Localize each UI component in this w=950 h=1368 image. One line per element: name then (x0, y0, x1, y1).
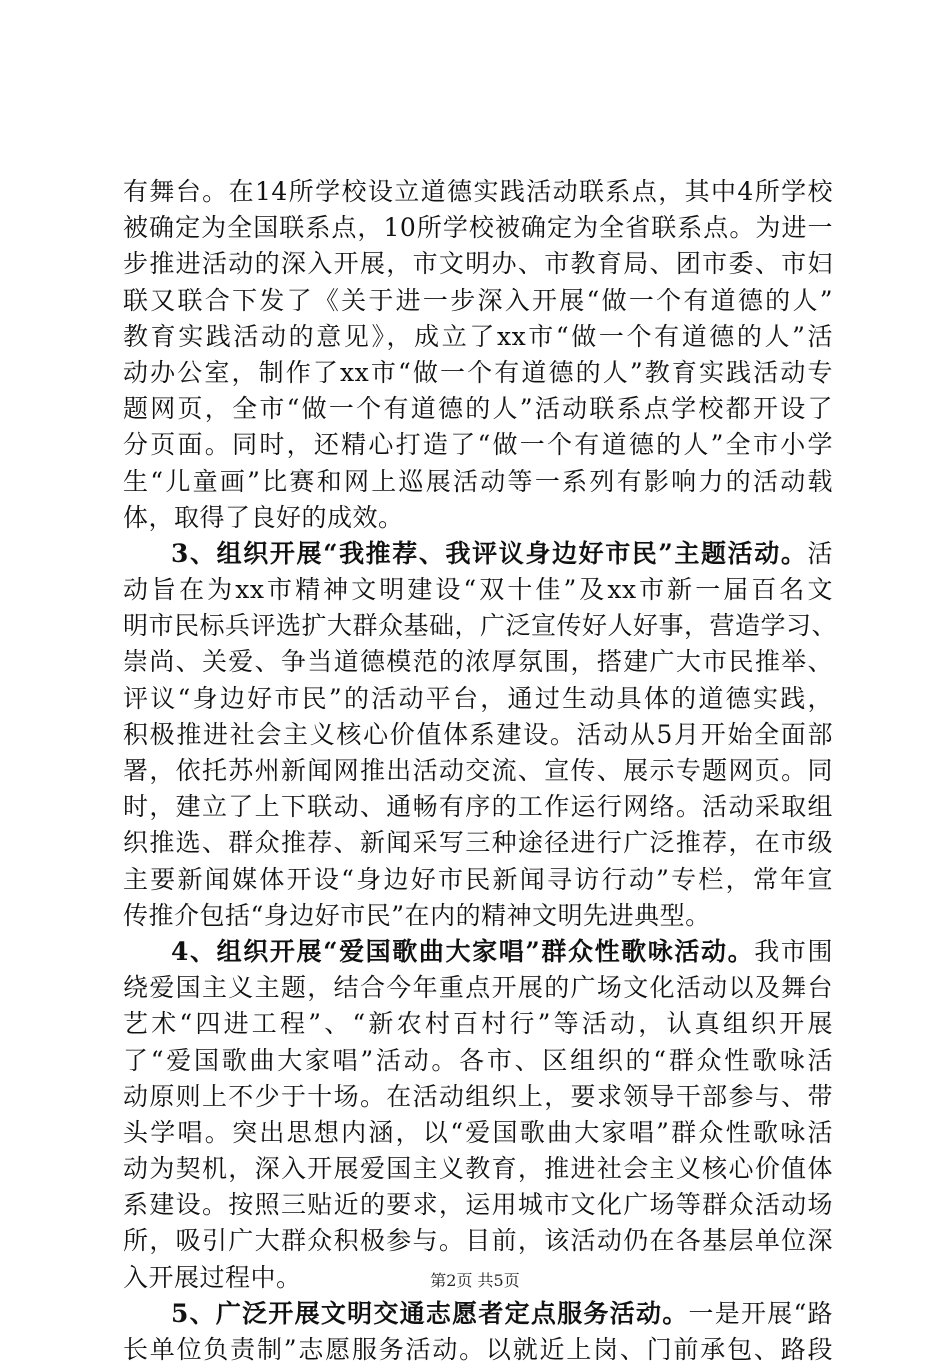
text-line (123, 572, 833, 608)
line-text: 分页面。同时，还精心打造了“做一个有道德的人”全市小学 (123, 430, 833, 460)
text-line (123, 1296, 833, 1332)
text-line (123, 1006, 833, 1042)
text-line (123, 283, 833, 319)
line-text: 系建设。按照三贴近的要求，运用城市文化广场等群众活动场 (123, 1190, 833, 1220)
page-footer: 第2页 共5页 (430, 1271, 520, 1290)
line-text: 被确定为全国联系点，10所学校被确定为全省联系点。为进一 (123, 213, 833, 243)
line-text: 绕爱国主义主题，结合今年重点开展的广场文化活动以及舞台 (123, 973, 833, 1003)
text-line (123, 1079, 833, 1115)
text-line (123, 355, 833, 391)
text-line (123, 789, 833, 825)
document-body (123, 174, 838, 1368)
line-text: 体，取得了良好的成效。 (123, 502, 404, 532)
section-heading: 3、组织开展“我推荐、我评议身边好市民”主题活动。 (171, 538, 808, 568)
text-line (123, 862, 833, 898)
line-text: 署，依托苏州新闻网推出活动交流、宣传、展示专题网页。同 (123, 756, 833, 785)
text-line (123, 1187, 833, 1223)
section-heading: 4、组织开展“爱国歌曲大家唱”群众性歌咏活动。 (171, 936, 755, 966)
text-line (123, 898, 833, 934)
text-line (123, 717, 833, 753)
line-text: 了“爱国歌曲大家唱”活动。各市、区组织的“群众性歌咏活 (123, 1045, 833, 1075)
line-text: 生“儿童画”比赛和网上巡展活动等一系列有影响力的活动载 (123, 466, 833, 496)
text-line (123, 753, 833, 789)
section-heading: 5、广泛开展文明交通志愿者定点服务活动。 (171, 1298, 689, 1328)
line-text: 步推进活动的深入开展，市文明办、市教育局、团市委、市妇 (123, 249, 833, 279)
text-line (123, 1151, 833, 1187)
line-text: 明市民标兵评选扩大群众基础，广泛宣传好人好事，营造学习、 (123, 611, 838, 641)
line-text: 动为契机，深入开展爱国主义教育，推进社会主义核心价值体 (123, 1154, 833, 1184)
line-text: 动旨在为xx市精神文明建设“双十佳”及xx市新一届百名文 (123, 575, 833, 605)
line-text: 活 (807, 538, 833, 568)
text-line (123, 174, 833, 210)
text-line (123, 608, 838, 644)
text-line (123, 464, 833, 500)
text-line (123, 825, 833, 861)
text-line (123, 391, 833, 427)
text-line (123, 1332, 833, 1368)
line-text: 长单位负责制”志愿服务活动。以就近上岗、门前承包、路段 (123, 1335, 833, 1364)
line-text: 所，吸引广大群众积极参与。目前，该活动仍在各基层单位深 (123, 1226, 833, 1256)
text-line (123, 246, 833, 282)
line-text: 艺术“四进工程”、“新农村百村行”等活动，认真组织开展 (123, 1009, 833, 1039)
line-text: 题网页，全市“做一个有道德的人”活动联系点学校都开设了 (123, 394, 833, 424)
line-text: 动办公室，制作了xx市“做一个有道德的人”教育实践活动专 (123, 357, 833, 387)
line-text: 教育实践活动的意见》，成立了xx市“做一个有道德的人”活 (123, 321, 833, 351)
line-text: 有舞台。在14所学校设立道德实践活动联系点，其中4所学校 (123, 177, 833, 206)
text-line (123, 970, 833, 1006)
line-text: 传推介包括“身边好市民”在内的精神文明先进典型。 (123, 900, 711, 930)
line-text: 一是开展“路 (688, 1298, 833, 1328)
line-text: 积极推进社会主义核心价值体系建设。活动从5月开始全面部 (123, 719, 833, 749)
text-line (123, 1223, 833, 1259)
line-text: 时，建立了上下联动、通畅有序的工作运行网络。活动采取组 (123, 792, 833, 822)
line-text: 评议“身边好市民”的活动平台，通过生动具体的道德实践， (123, 683, 833, 713)
text-line (123, 644, 833, 680)
line-text: 头学唱。突出思想内涵，以“爱国歌曲大家唱”群众性歌咏活 (123, 1117, 833, 1147)
text-line (123, 210, 833, 246)
line-text: 织推选、群众推荐、新闻采写三种途径进行广泛推荐，在市级 (123, 828, 833, 858)
text-line (123, 1043, 833, 1079)
line-text: 动原则上不少于十场。在活动组织上，要求领导干部参与、带 (123, 1081, 833, 1111)
text-line (123, 681, 833, 717)
line-text: 我市围 (754, 936, 833, 966)
line-text: 联又联合下发了《关于进一步深入开展“做一个有道德的人” (123, 285, 833, 315)
text-line (123, 319, 833, 355)
text-line (123, 934, 833, 970)
line-text: 入开展过程中。 (123, 1262, 302, 1292)
line-text: 崇尚、关爱、争当道德模范的浓厚氛围，搭建广大市民推举、 (123, 647, 833, 677)
text-line (123, 500, 833, 536)
text-line (123, 1115, 833, 1151)
line-text: 主要新闻媒体开设“身边好市民新闻寻访行动”专栏，常年宣 (123, 864, 833, 894)
text-line (123, 427, 833, 463)
text-line (123, 536, 833, 572)
